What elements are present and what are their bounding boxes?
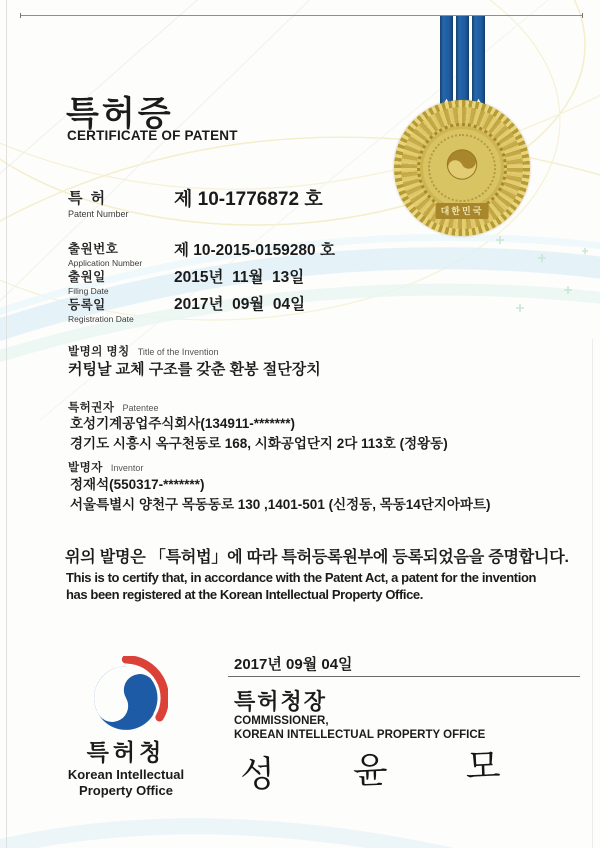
certification-statement-en-line2: has been registered at the Korean Intellectual Property Office. — [66, 587, 423, 602]
commissioner-title-ko: 특허청장 — [234, 689, 328, 714]
page-subtitle: CERTIFICATE OF PATENT — [67, 128, 238, 143]
application-number-value: 제 10-2015-0159280 호 — [174, 242, 335, 259]
filing-date-value: 2015년 11월 13일 — [174, 269, 305, 286]
page-title: 특허증 — [66, 95, 174, 133]
patentee-name: 호성기계공업주식회사(134911-*******) — [70, 416, 295, 431]
signature-rule-line — [228, 676, 580, 677]
inventor-address: 서울특별시 양천구 목동동로 130 ,1401-501 (신정동, 목동14단지아파트) — [70, 497, 491, 512]
patent-number-value: 제 10-1776872 호 — [174, 189, 323, 210]
commissioner-title-en-line2: KOREAN INTELLECTUAL PROPERTY OFFICE — [234, 729, 486, 741]
commissioner-signature: 성 윤 모 — [239, 743, 536, 796]
inventor-name: 정재석(550317-*******) — [70, 477, 205, 492]
inventor-label: 발명자 Inventor — [68, 462, 144, 474]
ribbon-stripe — [440, 16, 453, 110]
ribbon-icon — [440, 16, 487, 110]
registration-date-label: 등록일 Registration Date — [68, 298, 134, 324]
agency-name-ko: 특허청 — [86, 739, 166, 765]
issue-date: 2017년 09월 04일 — [234, 656, 353, 673]
invention-title-value: 커팅날 교체 구조를 갖춘 환봉 절단장치 — [68, 361, 321, 378]
ribbon-stripe — [472, 16, 485, 110]
agency-name-en-line2: Property Office — [79, 783, 173, 798]
application-number-label: 출원번호 Application Number — [68, 242, 143, 268]
filing-date-label: 출원일 Filing Date — [68, 270, 109, 296]
certification-statement-ko: 위의 발명은 「특허법」에 따라 특허등록원부에 등록되었음을 증명합니다. — [65, 549, 569, 566]
agency-name-en-line1: Korean Intellectual — [67, 767, 185, 782]
patentee-address: 경기도 시흥시 옥구천동로 168, 시화공업단지 2다 113호 (정왕동) — [70, 436, 448, 451]
top-rule-line — [20, 15, 583, 16]
invention-title-label: 발명의 명칭 Title of the Invention — [68, 346, 219, 358]
taegeuk-icon — [440, 142, 484, 186]
scan-edge-artifact — [592, 339, 593, 848]
gold-seal-icon — [394, 100, 530, 236]
seal-banner: 대한민국 — [436, 203, 489, 219]
commissioner-title-en-line1: COMMISSIONER, — [234, 715, 329, 727]
certification-statement-en-line1: This is to certify that, in accordance with the Patent Act, a patent for the invention — [66, 570, 537, 585]
kipo-emblem-icon — [84, 656, 168, 740]
patentee-label: 특허권자 Patentee — [68, 402, 159, 414]
scan-edge-artifact — [6, 0, 7, 848]
patent-number-label: 특 허 Patent Number — [68, 190, 129, 219]
registration-date-value: 2017년 09월 04일 — [174, 296, 306, 313]
